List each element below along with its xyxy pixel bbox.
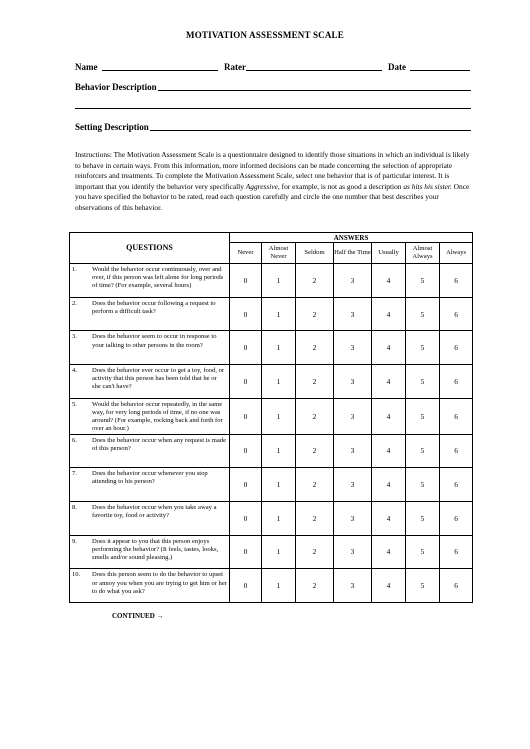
answer-option[interactable]: 2 bbox=[296, 569, 334, 603]
answer-option[interactable]: 2 bbox=[296, 535, 334, 569]
date-label: Date bbox=[388, 62, 406, 72]
setting-description-field[interactable] bbox=[150, 130, 471, 131]
answer-column-header: Seldom bbox=[296, 243, 334, 264]
answer-option[interactable]: 1 bbox=[262, 331, 296, 365]
question-cell bbox=[70, 365, 230, 399]
answer-column-header: Never bbox=[230, 243, 262, 264]
question-text: Does the behavior ever occur to get a toy, food, or activity that this person has been told that he or she can't have? bbox=[92, 367, 225, 391]
answer-option[interactable]: 4 bbox=[372, 331, 406, 365]
instructions-text-1: Instructions: The Motivation Assessment Scale is a questionnaire designed to identify those situations in which an individual is likely to behave in certain ways. From this information, more informed decisions can be made concerning the selection of appropriate reinforcers and treatments. To complete the Motivation Assessment Scale, select one behavior that is of particular interest. It is important that you identify the behavior very specifically bbox=[75, 150, 470, 191]
continued-label: CONTINUED → bbox=[112, 612, 164, 620]
question-number: 6. bbox=[72, 436, 77, 444]
answer-option[interactable]: 0 bbox=[230, 264, 262, 298]
assessment-table bbox=[69, 232, 473, 603]
answer-option[interactable]: 4 bbox=[372, 434, 406, 468]
answer-option[interactable]: 1 bbox=[262, 398, 296, 434]
page-title: MOTIVATION ASSESSMENT SCALE bbox=[186, 30, 344, 40]
answer-option[interactable]: 6 bbox=[440, 501, 473, 535]
behavior-description-field-line2[interactable] bbox=[75, 108, 471, 109]
question-cell bbox=[70, 398, 230, 434]
answer-option[interactable]: 3 bbox=[334, 331, 372, 365]
question-number: 8. bbox=[72, 503, 77, 511]
answer-option[interactable]: 5 bbox=[406, 468, 440, 502]
answer-option[interactable]: 5 bbox=[406, 535, 440, 569]
answer-option[interactable]: 6 bbox=[440, 434, 473, 468]
rater-label: Rater bbox=[224, 62, 246, 72]
question-cell bbox=[70, 331, 230, 365]
answer-option[interactable]: 0 bbox=[230, 501, 262, 535]
answer-option[interactable]: 4 bbox=[372, 501, 406, 535]
setting-description-label: Setting Description bbox=[75, 122, 149, 132]
question-row bbox=[70, 264, 473, 298]
question-text: Does the behavior occur when you take away a favorite toy, food or activity? bbox=[92, 503, 217, 520]
answer-option[interactable]: 5 bbox=[406, 264, 440, 298]
answer-option[interactable]: 6 bbox=[440, 468, 473, 502]
answer-option[interactable]: 0 bbox=[230, 398, 262, 434]
answer-column-header: Almost Always bbox=[406, 243, 440, 264]
answer-option[interactable]: 2 bbox=[296, 468, 334, 502]
question-row bbox=[70, 297, 473, 331]
answer-option[interactable]: 1 bbox=[262, 264, 296, 298]
answer-option[interactable]: 6 bbox=[440, 365, 473, 399]
answer-option[interactable]: 4 bbox=[372, 264, 406, 298]
answer-option[interactable]: 3 bbox=[334, 398, 372, 434]
question-row bbox=[70, 468, 473, 502]
name-field[interactable] bbox=[102, 70, 218, 71]
answer-option[interactable]: 3 bbox=[334, 264, 372, 298]
answer-option[interactable]: 6 bbox=[440, 569, 473, 603]
answer-option[interactable]: 0 bbox=[230, 468, 262, 502]
instructions-emphasis-2: as hits his sister. bbox=[403, 181, 452, 191]
answer-option[interactable]: 3 bbox=[334, 365, 372, 399]
question-number: 5. bbox=[72, 400, 77, 408]
answer-option[interactable]: 5 bbox=[406, 569, 440, 603]
question-number: 2. bbox=[72, 299, 77, 307]
question-text: Does the behavior occur following a request to perform a difficult task? bbox=[92, 299, 216, 315]
question-number: 9. bbox=[72, 537, 77, 545]
answer-option[interactable]: 6 bbox=[440, 297, 473, 331]
question-row bbox=[70, 434, 473, 468]
answer-option[interactable]: 1 bbox=[262, 297, 296, 331]
question-number: 10. bbox=[72, 571, 81, 579]
answer-option[interactable]: 0 bbox=[230, 535, 262, 569]
answer-option[interactable]: 1 bbox=[262, 569, 296, 603]
answer-option[interactable]: 6 bbox=[440, 535, 473, 569]
instructions-text-2: for example, is not as good a description bbox=[279, 181, 404, 191]
answer-option[interactable]: 1 bbox=[262, 535, 296, 569]
question-cell bbox=[70, 468, 230, 502]
answer-option[interactable]: 4 bbox=[372, 468, 406, 502]
answer-option[interactable]: 0 bbox=[230, 365, 262, 399]
answer-option[interactable]: 3 bbox=[334, 434, 372, 468]
name-label: Name bbox=[75, 62, 98, 72]
question-cell bbox=[70, 434, 230, 468]
question-cell bbox=[70, 264, 230, 298]
question-row bbox=[70, 569, 473, 603]
date-field[interactable] bbox=[410, 70, 470, 71]
answer-option[interactable]: 4 bbox=[372, 398, 406, 434]
answer-option[interactable]: 0 bbox=[230, 331, 262, 365]
answer-option[interactable]: 5 bbox=[406, 331, 440, 365]
answer-option[interactable]: 5 bbox=[406, 297, 440, 331]
answer-option[interactable]: 4 bbox=[372, 297, 406, 331]
question-text: Would the behavior occur repeatedly, in the same way, for very long periods of time, if no one was around? (For example, rocking back and forth for over an hour.) bbox=[92, 400, 223, 433]
answer-option[interactable]: 4 bbox=[372, 569, 406, 603]
answer-option[interactable]: 1 bbox=[262, 365, 296, 399]
answer-option[interactable]: 6 bbox=[440, 264, 473, 298]
answers-header: ANSWERS bbox=[230, 233, 473, 243]
question-row bbox=[70, 535, 473, 569]
question-cell bbox=[70, 297, 230, 331]
answer-option[interactable]: 5 bbox=[406, 398, 440, 434]
answer-column-header: Always bbox=[440, 243, 473, 264]
question-row bbox=[70, 398, 473, 434]
question-text: Does this person seem to do the behavior to upset or annoy you when you are trying to get him or her to do what you ask? bbox=[92, 571, 227, 595]
instructions-text-3: Once you have specified the behavior to be rated, read each question carefully and circle the one number that best describes your observations of this behavior. bbox=[75, 181, 470, 212]
answer-option[interactable]: 3 bbox=[334, 535, 372, 569]
answer-column-header: Half the Time bbox=[334, 243, 372, 264]
answer-option[interactable]: 2 bbox=[296, 297, 334, 331]
question-cell bbox=[70, 535, 230, 569]
answer-option[interactable]: 3 bbox=[334, 468, 372, 502]
answer-option[interactable]: 2 bbox=[296, 331, 334, 365]
question-number: 1. bbox=[72, 266, 77, 273]
rater-field[interactable] bbox=[246, 70, 382, 71]
question-text: Does the behavior seem to occur in response to your talking to other persons in the room? bbox=[92, 333, 217, 349]
question-row bbox=[70, 331, 473, 365]
answer-option[interactable]: 3 bbox=[334, 501, 372, 535]
answer-option[interactable]: 3 bbox=[334, 297, 372, 331]
answer-option[interactable]: 0 bbox=[230, 297, 262, 331]
question-number: 3. bbox=[72, 333, 77, 341]
answer-option[interactable]: 0 bbox=[230, 569, 262, 603]
question-number: 4. bbox=[72, 367, 77, 375]
answer-option[interactable]: 2 bbox=[296, 365, 334, 399]
answer-option[interactable]: 2 bbox=[296, 434, 334, 468]
answer-option[interactable]: 2 bbox=[296, 398, 334, 434]
answer-option[interactable]: 2 bbox=[296, 501, 334, 535]
answer-option[interactable]: 1 bbox=[262, 501, 296, 535]
questions-header: QUESTIONS bbox=[70, 233, 230, 264]
question-cell bbox=[70, 501, 230, 535]
answer-option[interactable]: 4 bbox=[372, 535, 406, 569]
question-number: 7. bbox=[72, 470, 77, 478]
answer-option[interactable]: 1 bbox=[262, 434, 296, 468]
answer-option[interactable]: 5 bbox=[406, 365, 440, 399]
answer-option[interactable]: 2 bbox=[296, 264, 334, 298]
question-text: Does it appear to you that this person enjoys performing the behavior? (It feels, tastes, looks, smells and/or sound pleasing.) bbox=[92, 537, 219, 562]
answer-option[interactable]: 4 bbox=[372, 365, 406, 399]
answer-column-header: Usually bbox=[372, 243, 406, 264]
answer-option[interactable]: 5 bbox=[406, 434, 440, 468]
behavior-description-field[interactable] bbox=[158, 90, 471, 91]
behavior-description-label: Behavior Description bbox=[75, 82, 157, 92]
instructions-emphasis-1: Aggressive, bbox=[245, 181, 280, 191]
question-text: Does the behavior occur when any request is made of this person? bbox=[92, 436, 227, 452]
answer-option[interactable]: 1 bbox=[262, 468, 296, 502]
answer-option[interactable]: 6 bbox=[440, 331, 473, 365]
question-row bbox=[70, 501, 473, 535]
answer-option[interactable]: 5 bbox=[406, 501, 440, 535]
question-row bbox=[70, 365, 473, 399]
answer-option[interactable]: 3 bbox=[334, 569, 372, 603]
question-cell bbox=[70, 569, 230, 603]
instructions bbox=[75, 150, 475, 214]
answer-column-header: Almost Never bbox=[262, 243, 296, 264]
question-text: Would the behavior occur continuously, over and over, if this person was left alone for long periods of time? (For example, several hours) bbox=[92, 266, 224, 290]
answer-option[interactable]: 6 bbox=[440, 398, 473, 434]
answer-option[interactable]: 0 bbox=[230, 434, 262, 468]
question-text: Does the behavior occur whenever you stop attending to his person? bbox=[92, 470, 208, 486]
